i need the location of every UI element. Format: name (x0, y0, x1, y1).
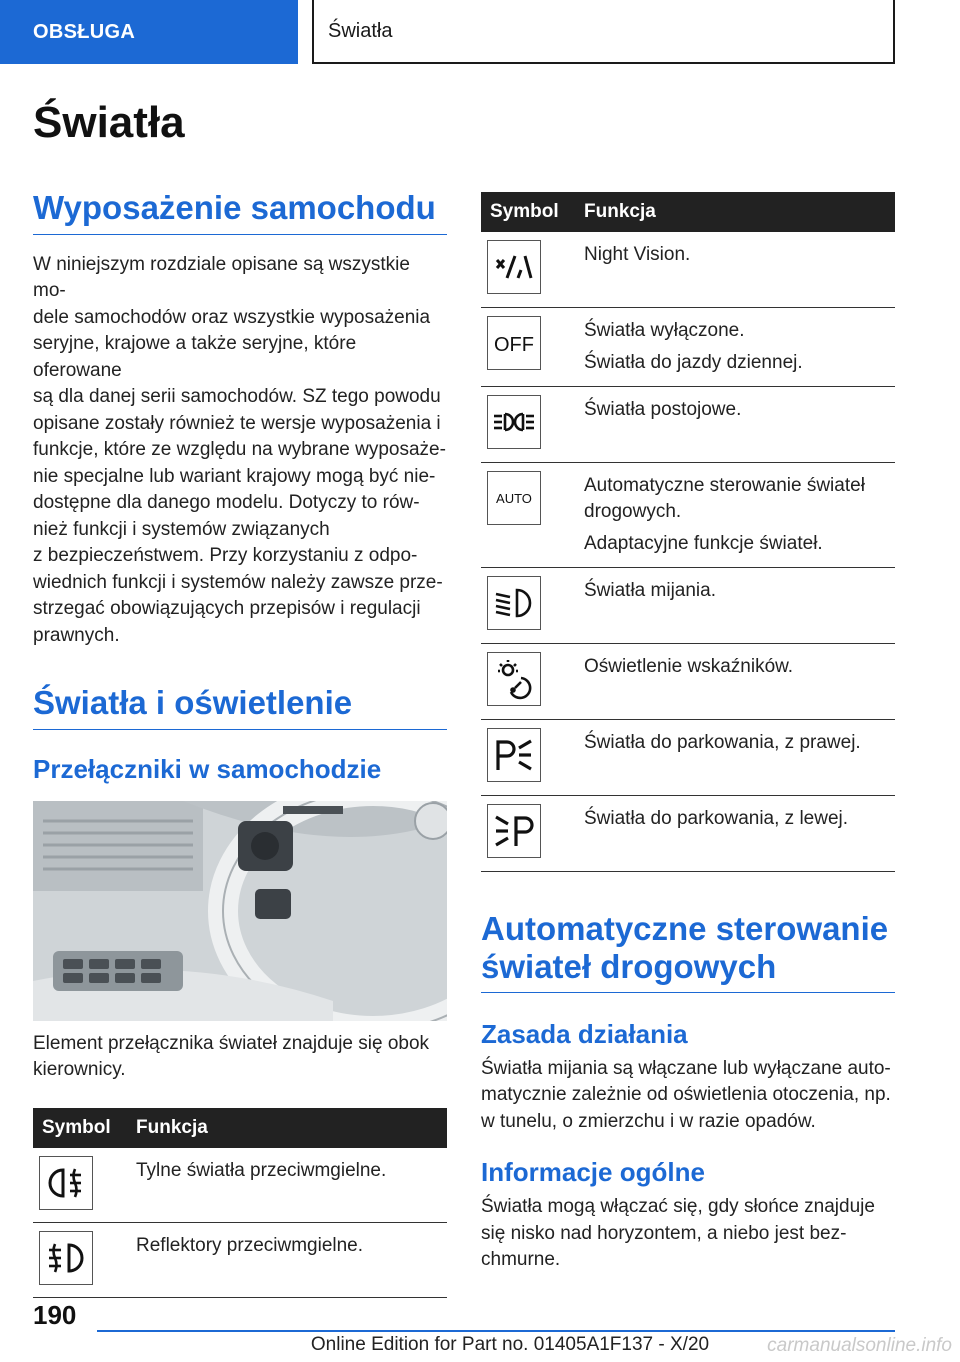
function-line: Night Vision. (584, 244, 691, 265)
table-row (481, 795, 895, 871)
instrument-lighting-icon (487, 652, 541, 706)
function-line: Światła postojowe. (584, 398, 742, 420)
table-row (481, 719, 895, 795)
heading-lights: Światła i oświetlenie (33, 683, 447, 730)
symbol-cell (481, 232, 578, 307)
left-column (33, 188, 447, 1298)
symbol-cell (481, 719, 578, 795)
function-line: Oświetlenie wskaźników. (584, 655, 794, 677)
page-number: 190 (33, 1300, 77, 1330)
function-line: Światła do parkowania, z prawej. (584, 731, 861, 753)
symbol-cell (481, 462, 578, 567)
function-cell (578, 232, 895, 307)
heading-principle: Zasada działania (481, 1018, 688, 1049)
parking-lights-icon (487, 395, 541, 449)
function-cell (578, 462, 895, 567)
table-row (481, 462, 895, 567)
parking-right-icon (487, 728, 541, 782)
page-title: Światła (33, 98, 185, 147)
table-row (33, 1223, 447, 1298)
function-line: Automatyczne sterowanie świateł drogowych. (584, 474, 865, 522)
function-line: Światła do parkowania, z lewej. (584, 807, 849, 829)
heading-auto-high-beam: Automatyczne sterowanie świateł drogowych (481, 910, 895, 993)
function-cell: Tylne światła przeciwmgielne. (130, 1148, 447, 1223)
night-vision-icon (487, 240, 541, 294)
auto-lights-icon (487, 471, 541, 525)
symbol-cell (481, 307, 578, 386)
heading-general-info: Informacje ogólne (481, 1157, 705, 1188)
section-label: OBSŁUGA (33, 20, 136, 43)
chapter-box (312, 0, 895, 64)
symbol-cell (481, 386, 578, 462)
left-symbol-table (33, 1108, 447, 1299)
symbol-cell (481, 643, 578, 719)
column-header-symbol: Symbol (33, 1108, 130, 1148)
front-fog-light-icon (39, 1231, 93, 1285)
heading-equipment: Wyposażenie samochodu (33, 188, 447, 235)
lights-off-icon (487, 316, 541, 370)
off-icon-text: OFF (494, 333, 534, 356)
table-row (481, 307, 895, 386)
function-cell (578, 643, 895, 719)
function-line: Światła do jazdy dziennej. (584, 351, 803, 373)
equipment-text: W niniejszym rozdziale opisane są wszystkie mo- dele samochodów oraz wszystkie wyposażenia seryjne, krajowe a także seryjne, które oferowane są dla danej serii samochodów. SZ tego powodu opisane zostały również te wersje wyposażenia i funkcje, które ze względu na wybrane wyposaże- nie specjalne lub wariant krajowy mogą być nie- dostępne dla danego modelu. Dotyczy to rów- nież funkcji i systemów związanych z bezpieczeństwem. Przy korzystaniu z odpo- wiednich funkcji i systemów należy zawsze prze- strzegać obowiązujących przepisów i regulacji prawnych. (33, 253, 446, 646)
table-row (481, 232, 895, 307)
column-header-function: Funkcja (578, 192, 895, 232)
column-header-symbol: Symbol (481, 192, 578, 232)
footer-divider (97, 1330, 895, 1332)
chapter-label: Światła (328, 19, 393, 42)
function-cell (578, 719, 895, 795)
column-header-function: Funkcja (130, 1108, 447, 1148)
table-header-row (481, 192, 895, 232)
parking-left-icon (487, 804, 541, 858)
function-cell: Reflektory przeciwmgielne. (130, 1223, 447, 1298)
auto-icon-text: AUTO (496, 490, 532, 506)
general-text: Światła mogą włączać się, gdy słońce znajduje się nisko nad horyzontem, a niebo jest bez- chmurne. (481, 1196, 875, 1271)
heading-switches: Przełączniki w samochodzie (33, 753, 382, 784)
light-switch-photo (33, 801, 447, 1021)
edition-text: Online Edition for Part no. 01405A1F137 - X/20 (310, 1334, 710, 1355)
table-row (481, 386, 895, 462)
function-cell (578, 567, 895, 643)
principle-text: Światła mijania są włączane lub wyłączane auto- matycznie zależnie od oświetlenia otoczenia, np. w tunelu, o zmierzchu i w razie opadów. (481, 1057, 891, 1132)
section-tab (0, 0, 298, 64)
rear-fog-light-icon (39, 1156, 93, 1210)
symbol-cell (33, 1223, 130, 1298)
function-cell (578, 307, 895, 386)
symbol-cell (481, 795, 578, 871)
function-cell (578, 386, 895, 462)
symbol-cell (33, 1148, 130, 1223)
symbol-cell (481, 567, 578, 643)
function-line: Adaptacyjne funkcje świateł. (584, 532, 823, 554)
function-line: Światła mijania. (584, 579, 716, 601)
low-beam-icon (487, 576, 541, 630)
dashboard-illustration (33, 801, 447, 1021)
function-cell (578, 795, 895, 871)
table-header-row (33, 1108, 447, 1148)
right-column (481, 192, 895, 1274)
function-line: Światła wyłączone. (584, 319, 745, 341)
table-row (481, 643, 895, 719)
photo-caption: Element przełącznika świateł znajduje się obok kierownicy. (33, 1032, 430, 1081)
table-row (33, 1148, 447, 1223)
watermark: carmanualsonline.info (767, 1335, 952, 1356)
right-symbol-table (481, 192, 895, 872)
table-row (481, 567, 895, 643)
